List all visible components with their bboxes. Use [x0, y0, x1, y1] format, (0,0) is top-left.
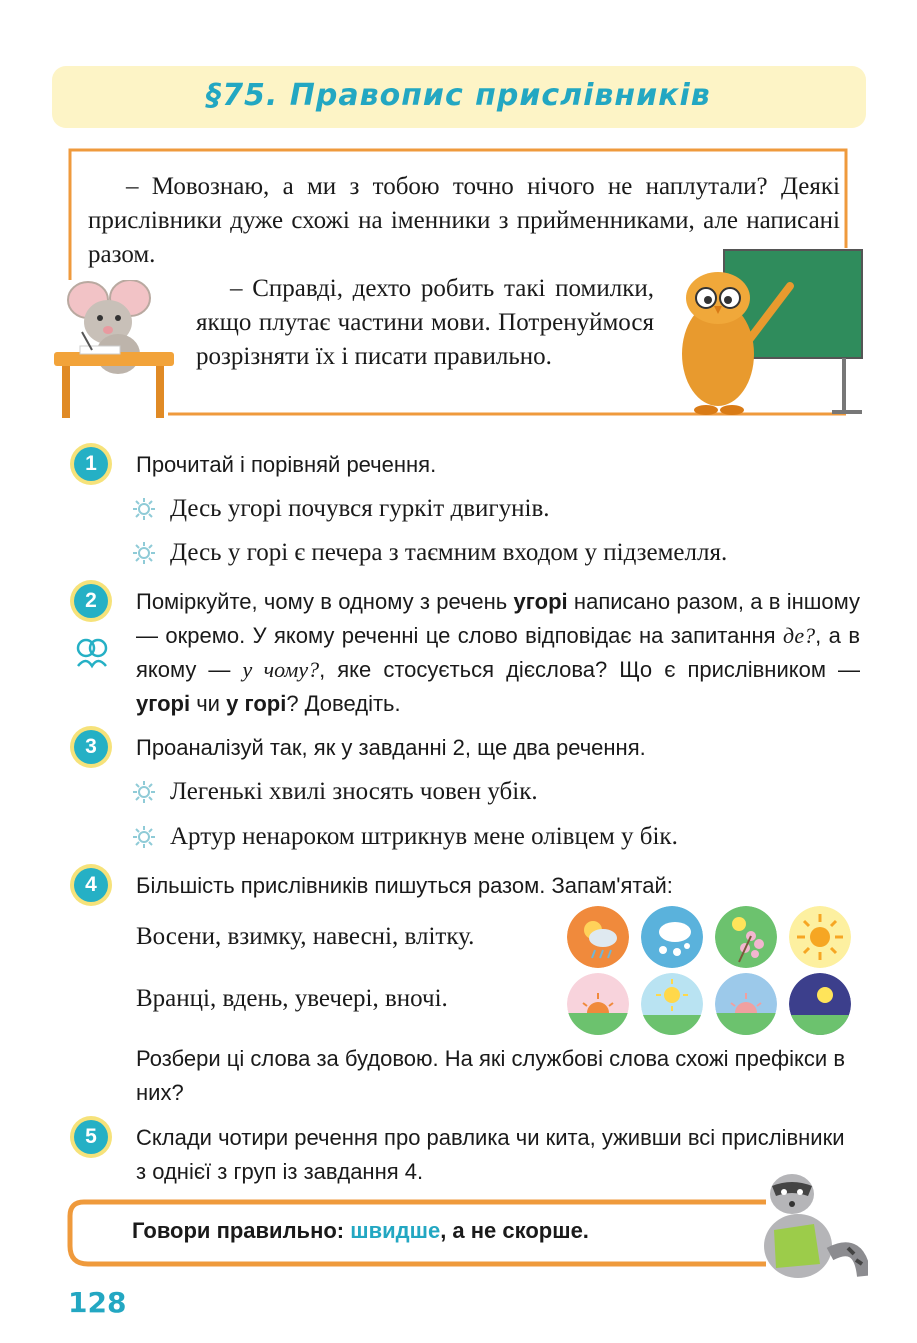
task-1-text: Прочитай і порівняй речення. — [136, 452, 437, 477]
mouse-writing-illustration — [52, 280, 178, 420]
task-number-badge: 4 — [74, 868, 108, 902]
sun-bullet-icon — [132, 497, 156, 521]
task-4-followup: Розбери ці слова за будовою. На які службові слова схожі префікси в них? — [136, 1046, 846, 1105]
evening-icon — [715, 973, 777, 1035]
emphasis: у горі — [226, 691, 287, 716]
sentence: Десь угорі почувся гуркіт двигунів. — [170, 495, 550, 522]
emphasis: угорі — [136, 691, 191, 716]
night-icon — [789, 973, 851, 1035]
winter-icon — [641, 906, 703, 968]
pair-work-icon — [74, 636, 110, 670]
sentence: Легенькі хвилі зносять човен убік. — [170, 778, 538, 805]
times-of-day-words: Вранці, вдень, увечері, вночі. — [136, 985, 448, 1012]
sun-bullet-icon — [132, 825, 156, 849]
task-number-badge: 1 — [74, 447, 108, 481]
task-4-text: Більшість прислівників пишуться разом. Запам'ятай: — [136, 873, 673, 898]
sun-bullet-icon — [132, 541, 156, 565]
task-5-text: Склади чотири речення про равлика чи кита, уживши всі прислівники з однієї з груп із завдання 4. — [136, 1125, 845, 1184]
correct-word: швидше — [350, 1218, 441, 1243]
sentence: Артур ненароком штрикнув мене олівцем у бік. — [170, 823, 678, 850]
page-number: 128 — [68, 1286, 127, 1319]
owl-teacher-illustration — [672, 246, 868, 420]
emphasis: угорі — [513, 589, 568, 614]
question-word: де? — [783, 623, 816, 648]
raccoon-illustration — [756, 1168, 868, 1286]
sentence: Десь у горі є печера з таємним входом у підземелля. — [170, 539, 728, 566]
task-2-text: Поміркуйте, чому в одному з речень угорі написано разом, а в іншому — окремо. У якому реченні це слово відповідає на запитання де?, а в якому — у чому?, яке стосується дієслова? Що є прислівником — угорі чи у горі? Доведіть. — [136, 589, 861, 716]
dialog-owl-text: – Справді, дехто робить такі помилки, якщо плутає частини мови. Потренуймося розрізняти їх і писати правильно. — [196, 275, 654, 370]
page-title: §75. Правопис прислівників — [206, 78, 711, 113]
morning-icon — [567, 973, 629, 1035]
task-3-text: Проаналізуй так, як у завданні 2, ще два речення. — [136, 735, 646, 760]
summer-icon — [789, 906, 851, 968]
spring-icon — [715, 906, 777, 968]
day-icon — [641, 973, 703, 1035]
task-number-badge: 2 — [74, 584, 108, 618]
speak-correctly-tip: Говори правильно: швидше, а не скорше. — [132, 1218, 589, 1243]
sun-bullet-icon — [132, 780, 156, 804]
dialog-mouse-text: – Мовознаю, а ми з тобою точно нічого не наплутали? Деякі прислівники дуже схожі на іменники з прийменниками, але написані разом. — [88, 173, 840, 268]
task-number-badge: 3 — [74, 730, 108, 764]
question-word: у чому? — [242, 657, 320, 682]
task-number-badge: 5 — [74, 1120, 108, 1154]
seasons-words: Восени, взимку, навесні, влітку. — [136, 923, 475, 950]
autumn-icon — [567, 906, 629, 968]
